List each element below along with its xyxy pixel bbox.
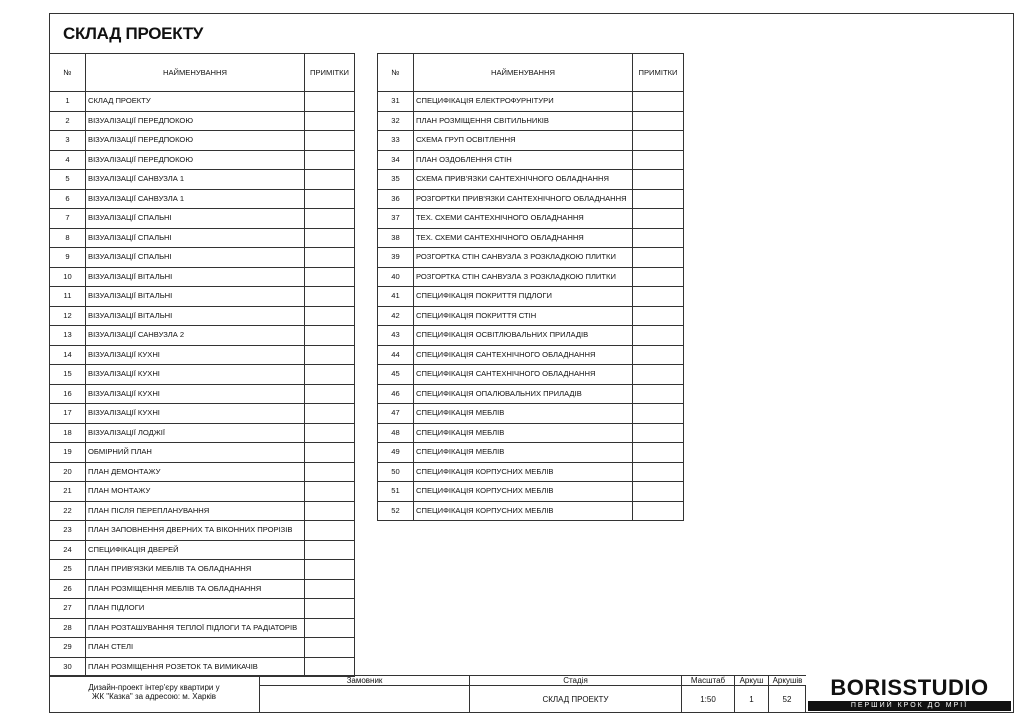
row-name: ПЛАН СТЕЛІ: [86, 638, 305, 658]
table-row: [50, 92, 355, 112]
table-row: [50, 618, 355, 638]
header-number: №: [378, 54, 414, 92]
table-row: [378, 462, 684, 482]
sheets-value: 52: [768, 685, 806, 713]
row-number: 34: [378, 150, 414, 170]
row-number: 2: [50, 111, 86, 131]
row-notes: [633, 404, 684, 424]
table-row: [378, 287, 684, 307]
row-number: 45: [378, 365, 414, 385]
table-row: [378, 501, 684, 521]
table-row: [378, 248, 684, 268]
row-number: 15: [50, 365, 86, 385]
row-notes: [305, 248, 355, 268]
row-notes: [305, 189, 355, 209]
table-row: [378, 345, 684, 365]
table-row: [50, 443, 355, 463]
row-name: СПЕЦИФІКАЦІЯ ОПАЛЮВАЛЬНИХ ПРИЛАДІВ: [414, 384, 633, 404]
row-name: ВІЗУАЛІЗАЦІЇ ПЕРЕДПОКОЮ: [86, 131, 305, 151]
row-notes: [633, 443, 684, 463]
row-notes: [633, 267, 684, 287]
row-number: 25: [50, 560, 86, 580]
row-name: СПЕЦИФІКАЦІЯ ДВЕРЕЙ: [86, 540, 305, 560]
row-name: СКЛАД ПРОЕКТУ: [86, 92, 305, 112]
logo-tagline: ПЕРШИЙ КРОК ДО МРІЇ: [808, 701, 1011, 711]
client-value: [259, 685, 469, 713]
row-name: ВІЗУАЛІЗАЦІЇ СПАЛЬНІ: [86, 248, 305, 268]
row-notes: [633, 111, 684, 131]
row-name: ВІЗУАЛІЗАЦІЇ САНВУЗЛА 1: [86, 170, 305, 190]
row-name: ВІЗУАЛІЗАЦІЇ СПАЛЬНІ: [86, 209, 305, 229]
row-number: 24: [50, 540, 86, 560]
row-name: ВІЗУАЛІЗАЦІЇ ПЕРЕДПОКОЮ: [86, 150, 305, 170]
row-notes: [633, 326, 684, 346]
row-number: 33: [378, 131, 414, 151]
row-number: 42: [378, 306, 414, 326]
table-header-row: [50, 54, 355, 92]
row-number: 9: [50, 248, 86, 268]
row-name: ВІЗУАЛІЗАЦІЇ СПАЛЬНІ: [86, 228, 305, 248]
row-notes: [305, 482, 355, 502]
row-name: ПЛАН РОЗМІЩЕННЯ МЕБЛІВ ТА ОБЛАДНАННЯ: [86, 579, 305, 599]
table-row: [50, 521, 355, 541]
studio-logo: [806, 676, 1013, 712]
row-notes: [633, 189, 684, 209]
row-name: РОЗГОРТКИ ПРИВ'ЯЗКИ САНТЕХНІЧНОГО ОБЛАДНАННЯ: [414, 189, 633, 209]
row-name: СПЕЦИФІКАЦІЯ ЕЛЕКТРОФУРНІТУРИ: [414, 92, 633, 112]
row-name: ПЛАН ДЕМОНТАЖУ: [86, 462, 305, 482]
row-notes: [633, 170, 684, 190]
row-name: ПЛАН МОНТАЖУ: [86, 482, 305, 502]
project-line-1: Дизайн-проект інтер'єру квартири у: [88, 683, 220, 692]
row-notes: [305, 599, 355, 619]
row-notes: [305, 384, 355, 404]
row-name: ПЛАН ЗАПОВНЕННЯ ДВЕРНИХ ТА ВІКОННИХ ПРОРІЗІВ: [86, 521, 305, 541]
row-notes: [305, 111, 355, 131]
row-name: СПЕЦИФІКАЦІЯ САНТЕХНІЧНОГО ОБЛАДНАННЯ: [414, 365, 633, 385]
row-name: ПЛАН ОЗДОБЛЕННЯ СТІН: [414, 150, 633, 170]
row-number: 39: [378, 248, 414, 268]
row-notes: [305, 443, 355, 463]
row-name: ВІЗУАЛІЗАЦІЇ ВІТАЛЬНІ: [86, 287, 305, 307]
row-number: 38: [378, 228, 414, 248]
row-notes: [633, 306, 684, 326]
header-name: НАЙМЕНУВАННЯ: [86, 54, 305, 92]
table-row: [378, 92, 684, 112]
table-row: [50, 501, 355, 521]
row-notes: [633, 482, 684, 502]
table-row: [50, 384, 355, 404]
table-row: [50, 638, 355, 658]
row-number: 14: [50, 345, 86, 365]
table-row: [50, 423, 355, 443]
row-number: 4: [50, 150, 86, 170]
row-name: СПЕЦИФІКАЦІЯ МЕБЛІВ: [414, 423, 633, 443]
table-row: [378, 306, 684, 326]
row-notes: [305, 423, 355, 443]
table-row: [378, 228, 684, 248]
header-number: №: [50, 54, 86, 92]
row-name: СХЕМА ГРУП ОСВІТЛЕННЯ: [414, 131, 633, 151]
header-notes: ПРИМІТКИ: [305, 54, 355, 92]
row-name: ПЛАН ПІСЛЯ ПЕРЕПЛАНУВАННЯ: [86, 501, 305, 521]
row-name: ВІЗУАЛІЗАЦІЇ ВІТАЛЬНІ: [86, 306, 305, 326]
row-notes: [305, 170, 355, 190]
row-number: 20: [50, 462, 86, 482]
table-row: [50, 189, 355, 209]
row-number: 26: [50, 579, 86, 599]
row-notes: [305, 345, 355, 365]
table-row: [50, 306, 355, 326]
row-name: ВІЗУАЛІЗАЦІЇ САНВУЗЛА 2: [86, 326, 305, 346]
row-notes: [633, 287, 684, 307]
row-name: ВІЗУАЛІЗАЦІЇ САНВУЗЛА 1: [86, 189, 305, 209]
row-number: 30: [50, 657, 86, 677]
sheet-value: 1: [734, 685, 768, 713]
table-row: [378, 384, 684, 404]
row-number: 5: [50, 170, 86, 190]
row-notes: [305, 306, 355, 326]
table-row: [50, 150, 355, 170]
table-row: [50, 540, 355, 560]
row-name: ВІЗУАЛІЗАЦІЇ КУХНІ: [86, 384, 305, 404]
row-name: ПЛАН ПІДЛОГИ: [86, 599, 305, 619]
row-name: СПЕЦИФІКАЦІЯ ПОКРИТТЯ ПІДЛОГИ: [414, 287, 633, 307]
row-number: 16: [50, 384, 86, 404]
row-number: 23: [50, 521, 86, 541]
table-row: [50, 287, 355, 307]
row-number: 18: [50, 423, 86, 443]
table-row: [378, 150, 684, 170]
row-notes: [305, 131, 355, 151]
row-number: 51: [378, 482, 414, 502]
table-row: [50, 560, 355, 580]
row-notes: [305, 365, 355, 385]
row-notes: [305, 618, 355, 638]
row-number: 31: [378, 92, 414, 112]
row-number: 13: [50, 326, 86, 346]
logo-name: BORISSTUDIO: [830, 675, 989, 700]
row-name: СПЕЦИФІКАЦІЯ ПОКРИТТЯ СТІН: [414, 306, 633, 326]
row-notes: [633, 131, 684, 151]
row-notes: [305, 657, 355, 677]
row-name: ВІЗУАЛІЗАЦІЇ ВІТАЛЬНІ: [86, 267, 305, 287]
row-name: СПЕЦИФІКАЦІЯ КОРПУСНИХ МЕБЛІВ: [414, 482, 633, 502]
row-notes: [633, 92, 684, 112]
row-name: ПЛАН РОЗТАШУВАННЯ ТЕПЛОЇ ПІДЛОГИ ТА РАДІАТОРІВ: [86, 618, 305, 638]
row-number: 37: [378, 209, 414, 229]
row-notes: [305, 228, 355, 248]
row-number: 47: [378, 404, 414, 424]
row-name: ПЛАН РОЗМІЩЕННЯ РОЗЕТОК ТА ВИМИКАЧІВ: [86, 657, 305, 677]
table-row: [378, 131, 684, 151]
row-notes: [305, 462, 355, 482]
table-header-row: [378, 54, 684, 92]
row-notes: [633, 228, 684, 248]
row-name: ПЛАН ПРИВ'ЯЗКИ МЕБЛІВ ТА ОБЛАДНАННЯ: [86, 560, 305, 580]
table-row: [50, 111, 355, 131]
row-notes: [633, 150, 684, 170]
row-number: 40: [378, 267, 414, 287]
row-notes: [633, 423, 684, 443]
row-notes: [305, 267, 355, 287]
row-name: ОБМІРНИЙ ПЛАН: [86, 443, 305, 463]
table-row: [378, 404, 684, 424]
table-row: [50, 228, 355, 248]
table-row: [378, 326, 684, 346]
header-notes: ПРИМІТКИ: [633, 54, 684, 92]
table-row: [50, 579, 355, 599]
project-description: [49, 675, 259, 713]
row-name: СПЕЦИФІКАЦІЯ МЕБЛІВ: [414, 404, 633, 424]
row-number: 43: [378, 326, 414, 346]
stage-label: Стадія: [469, 675, 681, 685]
row-number: 48: [378, 423, 414, 443]
row-name: ПЛАН РОЗМІЩЕННЯ СВІТИЛЬНИКІВ: [414, 111, 633, 131]
row-name: ВІЗУАЛІЗАЦІЇ КУХНІ: [86, 404, 305, 424]
table-row: [50, 462, 355, 482]
row-notes: [305, 92, 355, 112]
row-name: СПЕЦИФІКАЦІЯ САНТЕХНІЧНОГО ОБЛАДНАННЯ: [414, 345, 633, 365]
table-row: [50, 267, 355, 287]
sheets-label: Аркушів: [768, 675, 806, 685]
contents-table-left: [49, 53, 355, 677]
row-name: ВІЗУАЛІЗАЦІЇ ЛОДЖІЇ: [86, 423, 305, 443]
row-notes: [305, 287, 355, 307]
table-row: [50, 404, 355, 424]
row-number: 19: [50, 443, 86, 463]
row-name: ВІЗУАЛІЗАЦІЇ КУХНІ: [86, 365, 305, 385]
table-row: [378, 365, 684, 385]
row-number: 3: [50, 131, 86, 151]
row-name: СПЕЦИФІКАЦІЯ ОСВІТЛЮВАЛЬНИХ ПРИЛАДІВ: [414, 326, 633, 346]
row-notes: [633, 501, 684, 521]
row-notes: [305, 638, 355, 658]
row-number: 50: [378, 462, 414, 482]
table-row: [50, 482, 355, 502]
row-notes: [305, 540, 355, 560]
table-row: [50, 365, 355, 385]
row-number: 22: [50, 501, 86, 521]
project-line-2: ЖК "Казка" за адресою: м. Харків: [91, 692, 217, 701]
row-notes: [305, 209, 355, 229]
row-notes: [305, 404, 355, 424]
row-notes: [305, 579, 355, 599]
table-row: [50, 657, 355, 677]
row-notes: [305, 521, 355, 541]
row-name: РОЗГОРТКА СТІН САНВУЗЛА З РОЗКЛАДКОЮ ПЛИТКИ: [414, 267, 633, 287]
row-notes: [633, 248, 684, 268]
row-notes: [305, 501, 355, 521]
row-number: 8: [50, 228, 86, 248]
row-name: ТЕХ. СХЕМИ САНТЕХНІЧНОГО ОБЛАДНАННЯ: [414, 209, 633, 229]
table-row: [50, 209, 355, 229]
scale-value: 1:50: [681, 685, 734, 713]
row-name: РОЗГОРТКА СТІН САНВУЗЛА З РОЗКЛАДКОЮ ПЛИТКИ: [414, 248, 633, 268]
client-label: Замовник: [259, 675, 469, 685]
row-notes: [305, 560, 355, 580]
table-row: [50, 170, 355, 190]
row-notes: [633, 365, 684, 385]
table-row: [50, 599, 355, 619]
row-number: 12: [50, 306, 86, 326]
row-number: 11: [50, 287, 86, 307]
row-name: ТЕХ. СХЕМИ САНТЕХНІЧНОГО ОБЛАДНАННЯ: [414, 228, 633, 248]
row-name: ВІЗУАЛІЗАЦІЇ ПЕРЕДПОКОЮ: [86, 111, 305, 131]
row-number: 29: [50, 638, 86, 658]
row-number: 52: [378, 501, 414, 521]
page-title: СКЛАД ПРОЕКТУ: [63, 24, 204, 43]
row-number: 6: [50, 189, 86, 209]
stage-value: СКЛАД ПРОЕКТУ: [469, 685, 681, 713]
table-row: [378, 443, 684, 463]
table-row: [50, 345, 355, 365]
row-notes: [633, 462, 684, 482]
row-notes: [633, 384, 684, 404]
table-row: [378, 267, 684, 287]
row-number: 35: [378, 170, 414, 190]
table-row: [378, 170, 684, 190]
row-name: ВІЗУАЛІЗАЦІЇ КУХНІ: [86, 345, 305, 365]
table-row: [378, 111, 684, 131]
table-row: [50, 248, 355, 268]
row-number: 46: [378, 384, 414, 404]
row-notes: [633, 209, 684, 229]
row-number: 49: [378, 443, 414, 463]
row-number: 44: [378, 345, 414, 365]
row-notes: [305, 150, 355, 170]
table-row: [378, 189, 684, 209]
table-row: [50, 131, 355, 151]
row-number: 41: [378, 287, 414, 307]
row-notes: [633, 345, 684, 365]
table-row: [50, 326, 355, 346]
row-number: 1: [50, 92, 86, 112]
row-number: 21: [50, 482, 86, 502]
sheet-label: Аркуш: [734, 675, 768, 685]
row-name: СПЕЦИФІКАЦІЯ КОРПУСНИХ МЕБЛІВ: [414, 462, 633, 482]
row-number: 32: [378, 111, 414, 131]
row-number: 10: [50, 267, 86, 287]
table-row: [378, 482, 684, 502]
table-row: [378, 209, 684, 229]
contents-table-right: [377, 53, 684, 521]
row-name: СПЕЦИФІКАЦІЯ МЕБЛІВ: [414, 443, 633, 463]
row-number: 27: [50, 599, 86, 619]
row-number: 28: [50, 618, 86, 638]
row-name: СХЕМА ПРИВ'ЯЗКИ САНТЕХНІЧНОГО ОБЛАДНАННЯ: [414, 170, 633, 190]
row-number: 7: [50, 209, 86, 229]
table-row: [378, 423, 684, 443]
row-notes: [305, 326, 355, 346]
row-name: СПЕЦИФІКАЦІЯ КОРПУСНИХ МЕБЛІВ: [414, 501, 633, 521]
row-number: 17: [50, 404, 86, 424]
row-number: 36: [378, 189, 414, 209]
scale-label: Масштаб: [681, 675, 734, 685]
header-name: НАЙМЕНУВАННЯ: [414, 54, 633, 92]
